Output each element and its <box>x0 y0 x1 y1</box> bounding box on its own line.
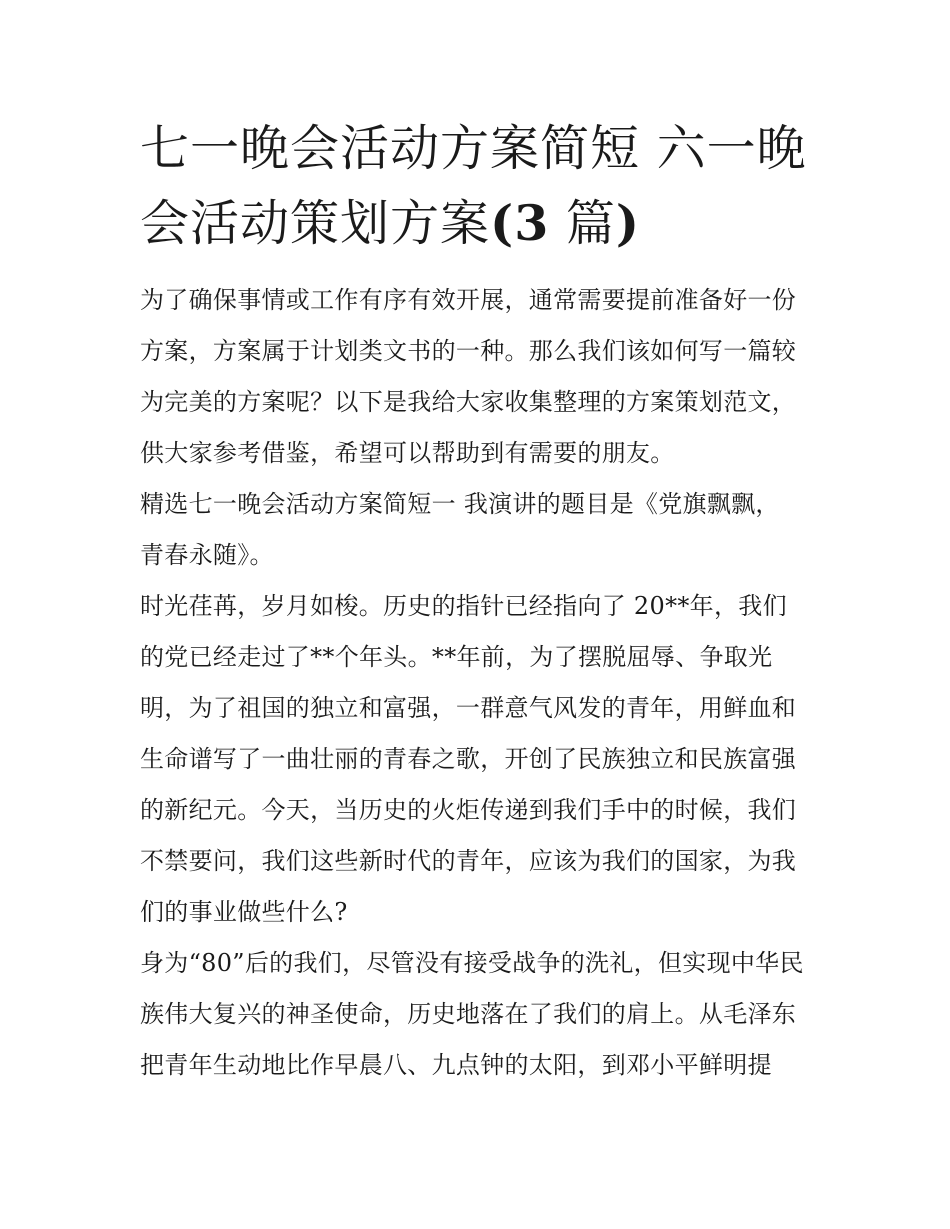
paragraph-speech-topic: 精选七一晚会活动方案简短一 我演讲的题目是《党旗飘飘， 青春永随》。 <box>140 490 780 569</box>
document-title <box>140 112 820 261</box>
title-count-close: ) <box>615 194 641 252</box>
document-body <box>140 275 820 1091</box>
paragraph-mission: 身为“80”后的我们，尽管没有接受战争的洗礼，但实现中华民 族伟大复兴的神圣使命，历史地落在了我们的肩上。从毛泽东 把青年生动地比作早晨八、九点钟的太阳，到邓小平鲜明提 <box>140 949 804 1079</box>
paragraph-intro: 为了确保事情或工作有序有效开展，通常需要提前准备好一份 方案，方案属于计划类文书的一种。那么我们该如何写一篇较 为完美的方案呢？以下是我给大家收集整理的方案策划范文， 供大家参考借鉴，希望可以帮助到有需要的朋友。 <box>140 286 797 467</box>
title-text: 七一晚会活动方案简短 六一晚 会活动策划方案 <box>140 120 807 252</box>
title-count-open: (3 <box>490 194 550 252</box>
title-count-unit: 篇 <box>549 195 616 252</box>
paragraph-history: 时光荏苒，岁月如梭。历史的指针已经指向了 20**年，我们 的党已经走过了**个年头。**年前，为了摆脱屈辱、争取光 明，为了祖国的独立和富强，一群意气风发的青年，用鲜血和 生命谱写了一曲壮丽的青春之歌，开创了民族独立和民族富强 的新纪元。今天，当历史的火炬传递到我们手中的时候，我们 不禁要问，我们这些新时代的青年，应该为我们的国家，为我 们的事业做些什么? <box>140 592 797 926</box>
